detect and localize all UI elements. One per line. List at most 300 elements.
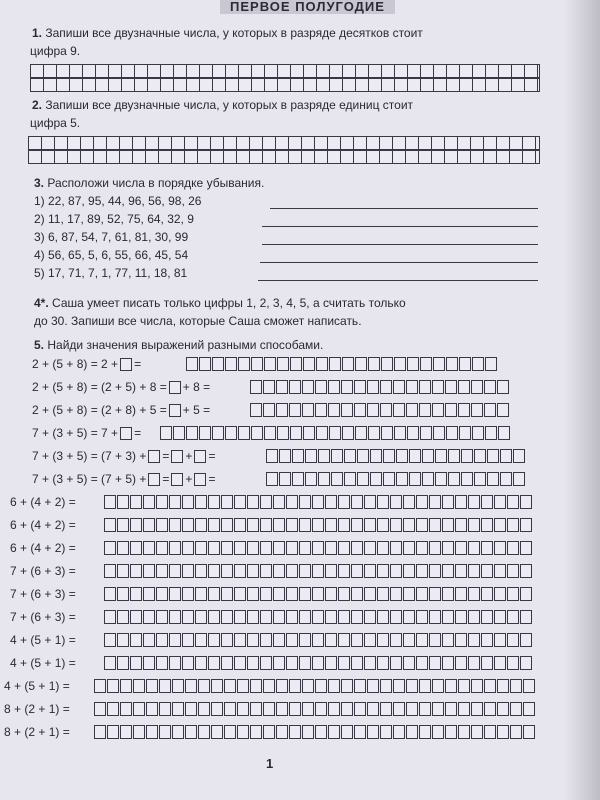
answer-cell[interactable] — [455, 495, 467, 509]
grid-cell[interactable] — [211, 151, 224, 163]
answer-cell[interactable] — [403, 633, 415, 647]
grid-cell[interactable] — [198, 151, 211, 163]
answer-cell[interactable] — [185, 725, 197, 739]
answer-cell[interactable] — [497, 679, 509, 693]
answer-cell[interactable] — [237, 679, 249, 693]
answer-cell[interactable] — [185, 679, 197, 693]
answer-cell[interactable] — [364, 564, 376, 578]
answer-cell[interactable] — [328, 403, 340, 417]
answer-cell[interactable] — [225, 426, 237, 440]
answer-cell[interactable] — [357, 472, 369, 486]
answer-cell[interactable] — [403, 518, 415, 532]
answer-cell[interactable] — [292, 449, 304, 463]
answer-cell[interactable] — [432, 679, 444, 693]
grid-cell[interactable] — [447, 79, 460, 91]
answer-cell[interactable] — [338, 633, 350, 647]
answer-cell[interactable] — [390, 518, 402, 532]
answer-cells[interactable] — [250, 403, 509, 417]
answer-cell[interactable] — [406, 380, 418, 394]
grid-cell[interactable] — [198, 137, 211, 149]
answer-cell[interactable] — [302, 679, 314, 693]
answer-cell[interactable] — [263, 679, 275, 693]
grid-cell[interactable] — [393, 137, 406, 149]
answer-cell[interactable] — [328, 380, 340, 394]
answer-cell[interactable] — [422, 449, 434, 463]
answer-cell[interactable] — [290, 426, 302, 440]
answer-cell[interactable] — [468, 656, 480, 670]
answer-cell[interactable] — [364, 656, 376, 670]
answer-cell[interactable] — [273, 495, 285, 509]
answer-cell[interactable] — [510, 679, 522, 693]
answer-cell[interactable] — [94, 725, 106, 739]
answer-cell[interactable] — [344, 449, 356, 463]
answer-cell[interactable] — [442, 656, 454, 670]
answer-cell[interactable] — [299, 610, 311, 624]
grid-cell[interactable] — [458, 137, 471, 149]
answer-cell[interactable] — [250, 725, 262, 739]
answer-cell[interactable] — [468, 495, 480, 509]
grid-cell[interactable] — [68, 137, 81, 149]
answer-cell[interactable] — [468, 587, 480, 601]
answer-cell[interactable] — [468, 610, 480, 624]
grid-cell[interactable] — [289, 151, 302, 163]
answer-cell[interactable] — [263, 702, 275, 716]
answer-cell[interactable] — [328, 679, 340, 693]
grid-cell[interactable] — [96, 65, 109, 77]
grid-cell[interactable] — [499, 65, 512, 77]
answer-cell[interactable] — [429, 541, 441, 555]
answer-cell[interactable] — [507, 610, 519, 624]
answer-cell[interactable] — [338, 564, 350, 578]
answer-cell[interactable] — [351, 587, 363, 601]
answer-cell[interactable] — [377, 495, 389, 509]
answer-cell[interactable] — [247, 541, 259, 555]
answer-cell[interactable] — [442, 541, 454, 555]
answer-cell[interactable] — [211, 702, 223, 716]
answer-cell[interactable] — [117, 564, 129, 578]
answer-cell[interactable] — [130, 564, 142, 578]
answer-cell[interactable] — [481, 541, 493, 555]
answer-cell[interactable] — [435, 449, 447, 463]
answer-cell[interactable] — [247, 564, 259, 578]
grid-cell[interactable] — [200, 65, 213, 77]
answer-cell[interactable] — [273, 518, 285, 532]
grid-cell[interactable] — [120, 151, 133, 163]
grid-cell[interactable] — [460, 65, 473, 77]
grid-cell[interactable] — [265, 79, 278, 91]
answer-cell[interactable] — [377, 610, 389, 624]
grid-cell[interactable] — [380, 151, 393, 163]
blank-box[interactable] — [169, 404, 181, 417]
grid-cell[interactable] — [302, 151, 315, 163]
answer-cell[interactable] — [338, 656, 350, 670]
grid-cell[interactable] — [497, 137, 510, 149]
answer-cell[interactable] — [494, 518, 506, 532]
answer-cells[interactable] — [104, 610, 532, 624]
answer-cell[interactable] — [182, 587, 194, 601]
answer-cell[interactable] — [303, 426, 315, 440]
answer-cells[interactable] — [250, 380, 509, 394]
answer-cell[interactable] — [471, 725, 483, 739]
answer-cell[interactable] — [338, 495, 350, 509]
answer-cell[interactable] — [481, 587, 493, 601]
grid-cell[interactable] — [330, 65, 343, 77]
grid-cell[interactable] — [159, 151, 172, 163]
answer-cell[interactable] — [455, 633, 467, 647]
answer-cell[interactable] — [403, 495, 415, 509]
answer-cell[interactable] — [351, 495, 363, 509]
answer-cell[interactable] — [221, 541, 233, 555]
answer-cell[interactable] — [117, 610, 129, 624]
grid-cell[interactable] — [382, 65, 395, 77]
answer-cell[interactable] — [406, 725, 418, 739]
answer-cell[interactable] — [186, 357, 198, 371]
answer-cell[interactable] — [455, 656, 467, 670]
grid-cell[interactable] — [68, 151, 81, 163]
grid-cell[interactable] — [278, 79, 291, 91]
answer-cell[interactable] — [390, 495, 402, 509]
answer-cell[interactable] — [299, 656, 311, 670]
grid-cell[interactable] — [289, 137, 302, 149]
answer-cell[interactable] — [212, 357, 224, 371]
grid-cell[interactable] — [523, 151, 536, 163]
blank-box[interactable] — [169, 381, 181, 394]
answer-cell[interactable] — [266, 472, 278, 486]
answer-cell[interactable] — [367, 380, 379, 394]
answer-cell[interactable] — [455, 564, 467, 578]
answer-cells[interactable] — [104, 633, 532, 647]
answer-cell[interactable] — [286, 587, 298, 601]
grid-cell[interactable] — [315, 151, 328, 163]
answer-cell[interactable] — [266, 449, 278, 463]
answer-cell[interactable] — [263, 725, 275, 739]
answer-cell[interactable] — [316, 357, 328, 371]
answer-cell[interactable] — [383, 449, 395, 463]
answer-cell[interactable] — [406, 679, 418, 693]
answer-cell[interactable] — [277, 426, 289, 440]
answer-cell[interactable] — [520, 656, 532, 670]
answer-cell[interactable] — [208, 495, 220, 509]
answer-cell[interactable] — [481, 518, 493, 532]
grid-cell[interactable] — [408, 65, 421, 77]
answer-grid-task2-row2[interactable] — [28, 150, 540, 164]
answer-cell[interactable] — [169, 564, 181, 578]
answer-cell[interactable] — [393, 725, 405, 739]
answer-cell[interactable] — [459, 426, 471, 440]
answer-cell[interactable] — [432, 380, 444, 394]
answer-cell[interactable] — [523, 679, 535, 693]
answer-cell[interactable] — [448, 449, 460, 463]
grid-cell[interactable] — [395, 65, 408, 77]
answer-cell[interactable] — [471, 403, 483, 417]
answer-cell[interactable] — [264, 426, 276, 440]
answer-cell[interactable] — [169, 656, 181, 670]
answer-cell[interactable] — [368, 426, 380, 440]
answer-cell[interactable] — [318, 449, 330, 463]
grid-cell[interactable] — [265, 65, 278, 77]
answer-cell[interactable] — [419, 702, 431, 716]
grid-cell[interactable] — [406, 151, 419, 163]
answer-cell[interactable] — [276, 725, 288, 739]
answer-cell[interactable] — [520, 633, 532, 647]
answer-cell[interactable] — [277, 357, 289, 371]
answer-cell[interactable] — [328, 702, 340, 716]
answer-cell[interactable] — [299, 495, 311, 509]
blank-box[interactable] — [148, 450, 160, 463]
grid-cell[interactable] — [174, 79, 187, 91]
answer-cell[interactable] — [329, 426, 341, 440]
answer-cell[interactable] — [238, 426, 250, 440]
answer-cell[interactable] — [182, 518, 194, 532]
answer-cell[interactable] — [403, 610, 415, 624]
answer-cell[interactable] — [520, 518, 532, 532]
answer-cells[interactable] — [266, 449, 525, 463]
answer-cell[interactable] — [104, 518, 116, 532]
grid-cell[interactable] — [276, 151, 289, 163]
blank-box[interactable] — [148, 473, 160, 486]
answer-cell[interactable] — [416, 564, 428, 578]
grid-cell[interactable] — [44, 65, 57, 77]
answer-cell[interactable] — [208, 633, 220, 647]
grid-cell[interactable] — [187, 65, 200, 77]
grid-cell[interactable] — [406, 137, 419, 149]
answer-cell[interactable] — [338, 518, 350, 532]
answer-cell[interactable] — [117, 518, 129, 532]
grid-cell[interactable] — [237, 151, 250, 163]
answer-cell[interactable] — [325, 541, 337, 555]
answer-cell[interactable] — [260, 495, 272, 509]
answer-cell[interactable] — [390, 587, 402, 601]
answer-cell[interactable] — [432, 403, 444, 417]
grid-cell[interactable] — [135, 79, 148, 91]
answer-cell[interactable] — [445, 679, 457, 693]
grid-cell[interactable] — [174, 65, 187, 77]
answer-cell[interactable] — [198, 702, 210, 716]
answer-cell[interactable] — [484, 403, 496, 417]
answer-cell[interactable] — [342, 426, 354, 440]
grid-cell[interactable] — [250, 151, 263, 163]
grid-cell[interactable] — [252, 65, 265, 77]
grid-cell[interactable] — [460, 79, 473, 91]
answer-cell[interactable] — [198, 679, 210, 693]
grid-cell[interactable] — [187, 79, 200, 91]
answer-cell[interactable] — [251, 426, 263, 440]
answer-cell[interactable] — [273, 587, 285, 601]
answer-cell[interactable] — [316, 426, 328, 440]
answer-cell[interactable] — [393, 403, 405, 417]
answer-cell[interactable] — [429, 564, 441, 578]
grid-cell[interactable] — [161, 65, 174, 77]
grid-cell[interactable] — [133, 151, 146, 163]
grid-cell[interactable] — [525, 65, 538, 77]
grid-cell[interactable] — [29, 151, 42, 163]
answer-cell[interactable] — [494, 656, 506, 670]
answer-cell[interactable] — [520, 610, 532, 624]
answer-cell[interactable] — [172, 679, 184, 693]
answer-cell[interactable] — [458, 702, 470, 716]
answer-cell[interactable] — [364, 587, 376, 601]
answer-cell[interactable] — [416, 541, 428, 555]
answer-cell[interactable] — [195, 541, 207, 555]
answer-cell[interactable] — [367, 725, 379, 739]
grid-cell[interactable] — [44, 79, 57, 91]
answer-cell[interactable] — [377, 587, 389, 601]
grid-cell[interactable] — [213, 79, 226, 91]
answer-cell[interactable] — [312, 495, 324, 509]
answer-cell[interactable] — [419, 725, 431, 739]
grid-cell[interactable] — [341, 137, 354, 149]
grid-cell[interactable] — [239, 79, 252, 91]
answer-cell[interactable] — [403, 587, 415, 601]
answer-cell[interactable] — [260, 541, 272, 555]
grid-cell[interactable] — [525, 79, 538, 91]
answer-cell[interactable] — [393, 380, 405, 394]
answer-cell[interactable] — [250, 679, 262, 693]
grid-cell[interactable] — [185, 151, 198, 163]
answer-cell[interactable] — [351, 656, 363, 670]
answer-cell[interactable] — [195, 610, 207, 624]
answer-cell[interactable] — [273, 610, 285, 624]
answer-cell[interactable] — [446, 357, 458, 371]
answer-cell[interactable] — [381, 426, 393, 440]
grid-cell[interactable] — [185, 137, 198, 149]
answer-cell[interactable] — [355, 357, 367, 371]
answer-cell[interactable] — [474, 472, 486, 486]
grid-cell[interactable] — [380, 137, 393, 149]
answer-cell[interactable] — [442, 610, 454, 624]
answer-cell[interactable] — [130, 610, 142, 624]
answer-cell[interactable] — [445, 380, 457, 394]
answer-cell[interactable] — [354, 725, 366, 739]
answer-cell[interactable] — [312, 656, 324, 670]
answer-cell[interactable] — [211, 679, 223, 693]
answer-cell[interactable] — [445, 725, 457, 739]
answer-cell[interactable] — [182, 564, 194, 578]
answer-cell[interactable] — [224, 702, 236, 716]
grid-cell[interactable] — [122, 65, 135, 77]
answer-cell[interactable] — [130, 495, 142, 509]
answer-cell[interactable] — [117, 633, 129, 647]
answer-cell[interactable] — [273, 564, 285, 578]
answer-cell[interactable] — [130, 656, 142, 670]
answer-cell[interactable] — [484, 679, 496, 693]
grid-cell[interactable] — [237, 137, 250, 149]
blank-box[interactable] — [171, 450, 183, 463]
answer-cell[interactable] — [107, 725, 119, 739]
answer-cell[interactable] — [208, 656, 220, 670]
answer-cell[interactable] — [364, 518, 376, 532]
answer-cell[interactable] — [406, 702, 418, 716]
answer-cell[interactable] — [143, 587, 155, 601]
grid-cell[interactable] — [343, 65, 356, 77]
answer-cell[interactable] — [156, 656, 168, 670]
answer-cell[interactable] — [305, 449, 317, 463]
answer-cells[interactable] — [104, 587, 532, 601]
answer-cell[interactable] — [208, 587, 220, 601]
answer-cell[interactable] — [172, 725, 184, 739]
grid-cell[interactable] — [395, 79, 408, 91]
answer-cell[interactable] — [520, 541, 532, 555]
answer-cell[interactable] — [159, 679, 171, 693]
answer-cell[interactable] — [159, 702, 171, 716]
answer-cell[interactable] — [507, 564, 519, 578]
grid-cell[interactable] — [354, 137, 367, 149]
answer-cell[interactable] — [221, 610, 233, 624]
grid-cell[interactable] — [94, 137, 107, 149]
grid-cell[interactable] — [473, 79, 486, 91]
answer-cell[interactable] — [208, 564, 220, 578]
grid-cell[interactable] — [510, 151, 523, 163]
answer-cell[interactable] — [289, 403, 301, 417]
answer-cell[interactable] — [351, 610, 363, 624]
grid-cell[interactable] — [146, 151, 159, 163]
answer-cell[interactable] — [221, 656, 233, 670]
answer-cell[interactable] — [458, 380, 470, 394]
answer-cell[interactable] — [234, 587, 246, 601]
answer-grid-task1-row2[interactable] — [30, 78, 540, 92]
answer-cell[interactable] — [429, 587, 441, 601]
answer-cell[interactable] — [286, 610, 298, 624]
answer-cell[interactable] — [377, 564, 389, 578]
answer-cell[interactable] — [381, 357, 393, 371]
answer-cell[interactable] — [351, 564, 363, 578]
answer-cell[interactable] — [416, 495, 428, 509]
answer-cell[interactable] — [523, 725, 535, 739]
answer-cell[interactable] — [172, 702, 184, 716]
answer-cell[interactable] — [199, 357, 211, 371]
answer-cell[interactable] — [354, 702, 366, 716]
grid-cell[interactable] — [473, 65, 486, 77]
answer-cell[interactable] — [286, 633, 298, 647]
answer-cell[interactable] — [487, 472, 499, 486]
answer-cell[interactable] — [133, 725, 145, 739]
blank-box[interactable] — [120, 358, 132, 371]
answer-cell[interactable] — [510, 725, 522, 739]
answer-cell[interactable] — [315, 725, 327, 739]
answer-cell[interactable] — [302, 702, 314, 716]
answer-cell[interactable] — [247, 610, 259, 624]
answer-cell[interactable] — [367, 702, 379, 716]
answer-cell[interactable] — [406, 403, 418, 417]
answer-cell[interactable] — [419, 380, 431, 394]
answer-cell[interactable] — [247, 587, 259, 601]
answer-cell[interactable] — [156, 587, 168, 601]
grid-cell[interactable] — [31, 65, 44, 77]
answer-cell[interactable] — [370, 472, 382, 486]
answer-cell[interactable] — [143, 518, 155, 532]
answer-cell[interactable] — [104, 656, 116, 670]
answer-cell[interactable] — [286, 564, 298, 578]
answer-cell[interactable] — [367, 679, 379, 693]
answer-cell[interactable] — [355, 426, 367, 440]
answer-cell[interactable] — [520, 564, 532, 578]
answer-cell[interactable] — [484, 702, 496, 716]
answer-cell[interactable] — [260, 633, 272, 647]
grid-cell[interactable] — [356, 79, 369, 91]
answer-cell[interactable] — [507, 541, 519, 555]
answer-cell[interactable] — [159, 725, 171, 739]
answer-cell[interactable] — [94, 679, 106, 693]
answer-cell[interactable] — [104, 610, 116, 624]
blank-box[interactable] — [194, 450, 206, 463]
answer-cell[interactable] — [238, 357, 250, 371]
answer-cell[interactable] — [485, 357, 497, 371]
grid-cell[interactable] — [107, 137, 120, 149]
answer-cell[interactable] — [377, 633, 389, 647]
answer-cell[interactable] — [318, 472, 330, 486]
answer-cell[interactable] — [377, 656, 389, 670]
answer-cell[interactable] — [156, 541, 168, 555]
